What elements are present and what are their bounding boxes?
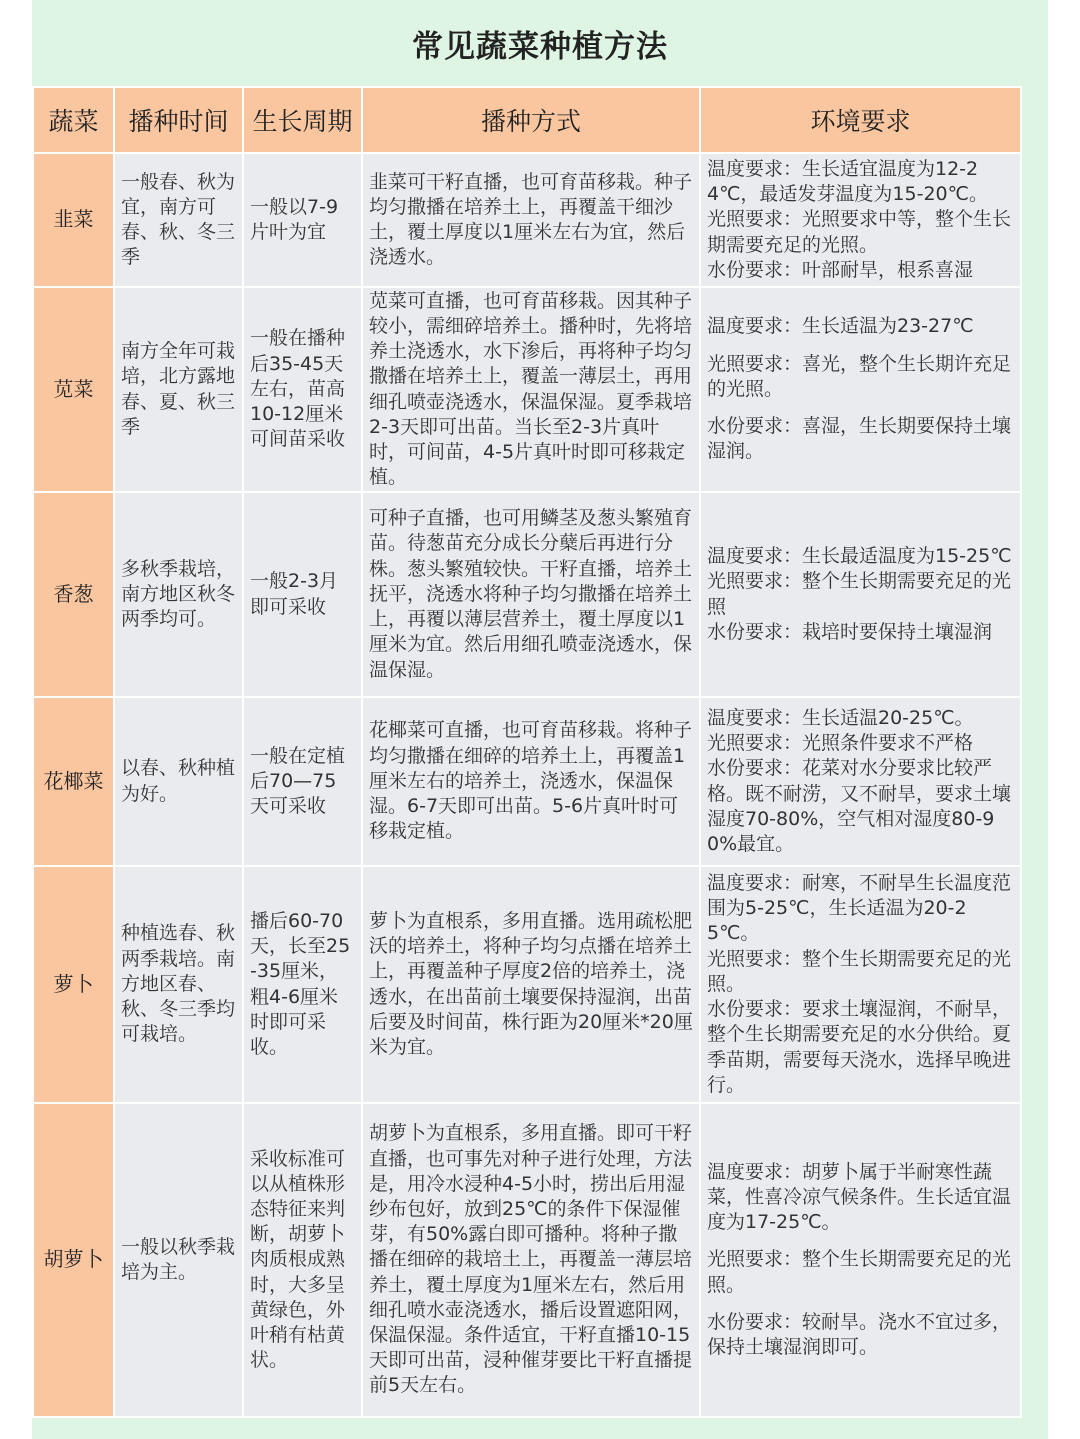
environment-requirements [700,866,1021,1103]
water-requirement: 水份要求：喜湿，生长期要保持土壤湿润。 [707,415,1012,463]
table-row [33,153,1021,287]
sowing-method: 萝卜为直根系，多用直播。选用疏松肥沃的培养土，将种子均匀点播在培养土上，再覆盖种子厚度2倍的培养土，浇透水，在出苗前土壤要保持湿润，出苗后要及时间苗，株行距为20厘米*20厘米为宜。 [362,866,700,1103]
sowing-method: 可种子直播，也可用鳞茎及葱头繁殖育苗。待葱苗充分成长分蘖后再进行分株。葱头繁殖较快。干籽直播，培养土抚平，浇透水将种子均匀撒播在培养土上，再覆以薄层营养土，覆土厚度以1厘米为宜。然后用细孔喷壶浇透水，保温保湿。 [362,492,700,697]
vegetable-name: 香葱 [33,492,114,697]
growth-cycle: 采收标准可以从植株形态特征来判断，胡萝卜肉质根成熟时，大多呈黄绿色，外叶稍有枯黄状。 [243,1103,362,1417]
light-requirement: 光照要求：光照条件要求不严格 [707,732,974,755]
environment-requirements [700,153,1021,287]
growth-cycle: 一般在播种后35-45天左右，苗高10-12厘米可间苗采收 [243,287,362,492]
environment-requirements [700,697,1021,866]
sowing-time: 多秋季栽培，南方地区秋冬两季均可。 [114,492,243,697]
vegetable-table [32,86,1022,1418]
water-requirement: 水份要求：较耐旱。浇水不宜过多，保持土壤湿润即可。 [707,1310,1012,1358]
sowing-method: 苋菜可直播，也可育苗移栽。因其种子较小，需细碎培养土。播种时，先将培养土浇透水，水下渗后，再将种子均匀撒播在培养土上，覆盖一薄层土，再用细孔喷壶浇透水，保温保湿。夏季栽培2-3天即可出苗。当长至2-3片真叶时，可间苗，4-5片真叶时即可移栽定植。 [362,287,700,492]
header-growth-cycle: 生长周期 [243,87,362,153]
water-requirement: 水份要求：花菜对水分要求比较严格。既不耐涝，又不耐旱，要求土壤湿度70-80%，空气相对湿度80-90%最宜。 [707,757,1012,855]
table-header-row [33,87,1021,153]
environment-requirements [700,1103,1021,1417]
growth-cycle: 一般在定植后70—75天可采收 [243,697,362,866]
header-sowing-time: 播种时间 [114,87,243,153]
light-requirement: 光照要求：整个生长期需要充足的光照。 [707,1248,1012,1296]
header-sowing-method: 播种方式 [362,87,700,153]
growth-cycle: 播后60-70天，长至25-35厘米，粗4-6厘米时即可采收。 [243,866,362,1103]
table-row [33,697,1021,866]
sowing-time: 南方全年可栽培，北方露地春、夏、秋三季 [114,287,243,492]
light-requirement: 光照要求：光照要求中等，整个生长期需要充足的光照。 [707,208,1012,256]
sowing-method: 韭菜可干籽直播，也可育苗移栽。种子均匀撒播在培养土上，再覆盖干细沙土，覆土厚度以1厘米左右为宜，然后浇透水。 [362,153,700,287]
sowing-method: 胡萝卜为直根系，多用直播。即可干籽直播，也可事先对种子进行处理，方法是，用冷水浸种4-5小时，捞出后用湿纱布包好，放到25℃的条件下保湿催芽，有50%露白即可播种。将种子撒播在细碎的栽培土上，再覆盖一薄层培养土，覆土厚度为1厘米左右，然后用细孔喷水壶浇透水，播后设置遮阳网，保温保湿。条件适宜，干籽直播10-15天即可出苗，浸种催芽要比干籽直播提前5天左右。 [362,1103,700,1417]
vegetable-name: 花椰菜 [33,697,114,866]
growth-cycle: 一般以7-9片叶为宜 [243,153,362,287]
light-requirement: 光照要求：喜光，整个生长期许充足的光照。 [707,352,1012,400]
vegetable-name: 胡萝卜 [33,1103,114,1417]
water-requirement: 水份要求：要求土壤湿润，不耐旱，整个生长期需要充足的水分供给。夏季苗期，需要每天浇水，选择早晚进行。 [707,998,1012,1096]
table-row [33,1103,1021,1417]
temperature-requirement: 温度要求：生长最适温度为15-25℃ [707,545,1012,568]
temperature-requirement: 温度要求：耐寒，不耐旱生长温度范围为5-25℃，生长适温为20-25℃。 [707,872,1012,945]
temperature-requirement: 温度要求：生长适宜温度为12-24℃，最适发芽温度为15-20℃。 [707,157,988,206]
header-environment: 环境要求 [700,87,1021,153]
light-requirement: 光照要求：整个生长期需要充足的光照 [707,570,1012,618]
sowing-time: 以春、秋种植为好。 [114,697,243,866]
page-title: 常见蔬菜种植方法 [412,28,668,65]
environment-requirements [700,287,1021,492]
temperature-requirement: 温度要求：生长适温20-25℃。 [707,706,974,729]
environment-requirements [700,492,1021,697]
growth-cycle: 一般2-3月即可采收 [243,492,362,697]
vegetable-name: 韭菜 [33,153,114,287]
temperature-requirement: 温度要求：胡萝卜属于半耐寒性蔬菜，性喜冷凉气候条件。生长适宜温度为17-25℃。 [707,1160,1012,1234]
sowing-method: 花椰菜可直播，也可育苗移栽。将种子均匀撒播在细碎的培养土上，再覆盖1厘米左右的培养土，浇透水，保温保湿。6-7天即可出苗。5-6片真叶时可移栽定植。 [362,697,700,866]
temperature-requirement: 温度要求：生长适温为23-27℃ [707,315,974,338]
table-row [33,866,1021,1103]
table-row [33,492,1021,697]
vegetable-name: 苋菜 [33,287,114,492]
vegetable-name: 萝卜 [33,866,114,1103]
sowing-time: 种植选春、秋两季栽培。南方地区春、秋、冬三季均可栽培。 [114,866,243,1103]
sowing-time: 一般以秋季栽培为主。 [114,1103,243,1417]
water-requirement: 水份要求：栽培时要保持土壤湿润 [707,620,993,643]
page-frame [32,0,1048,1439]
header-vegetable: 蔬菜 [33,87,114,153]
sowing-time: 一般春、秋为宜，南方可春、秋、冬三季 [114,153,243,287]
table-row [33,287,1021,492]
light-requirement: 光照要求：整个生长期需要充足的光照。 [707,947,1012,995]
water-requirement: 水份要求：叶部耐旱，根系喜湿 [707,258,974,281]
